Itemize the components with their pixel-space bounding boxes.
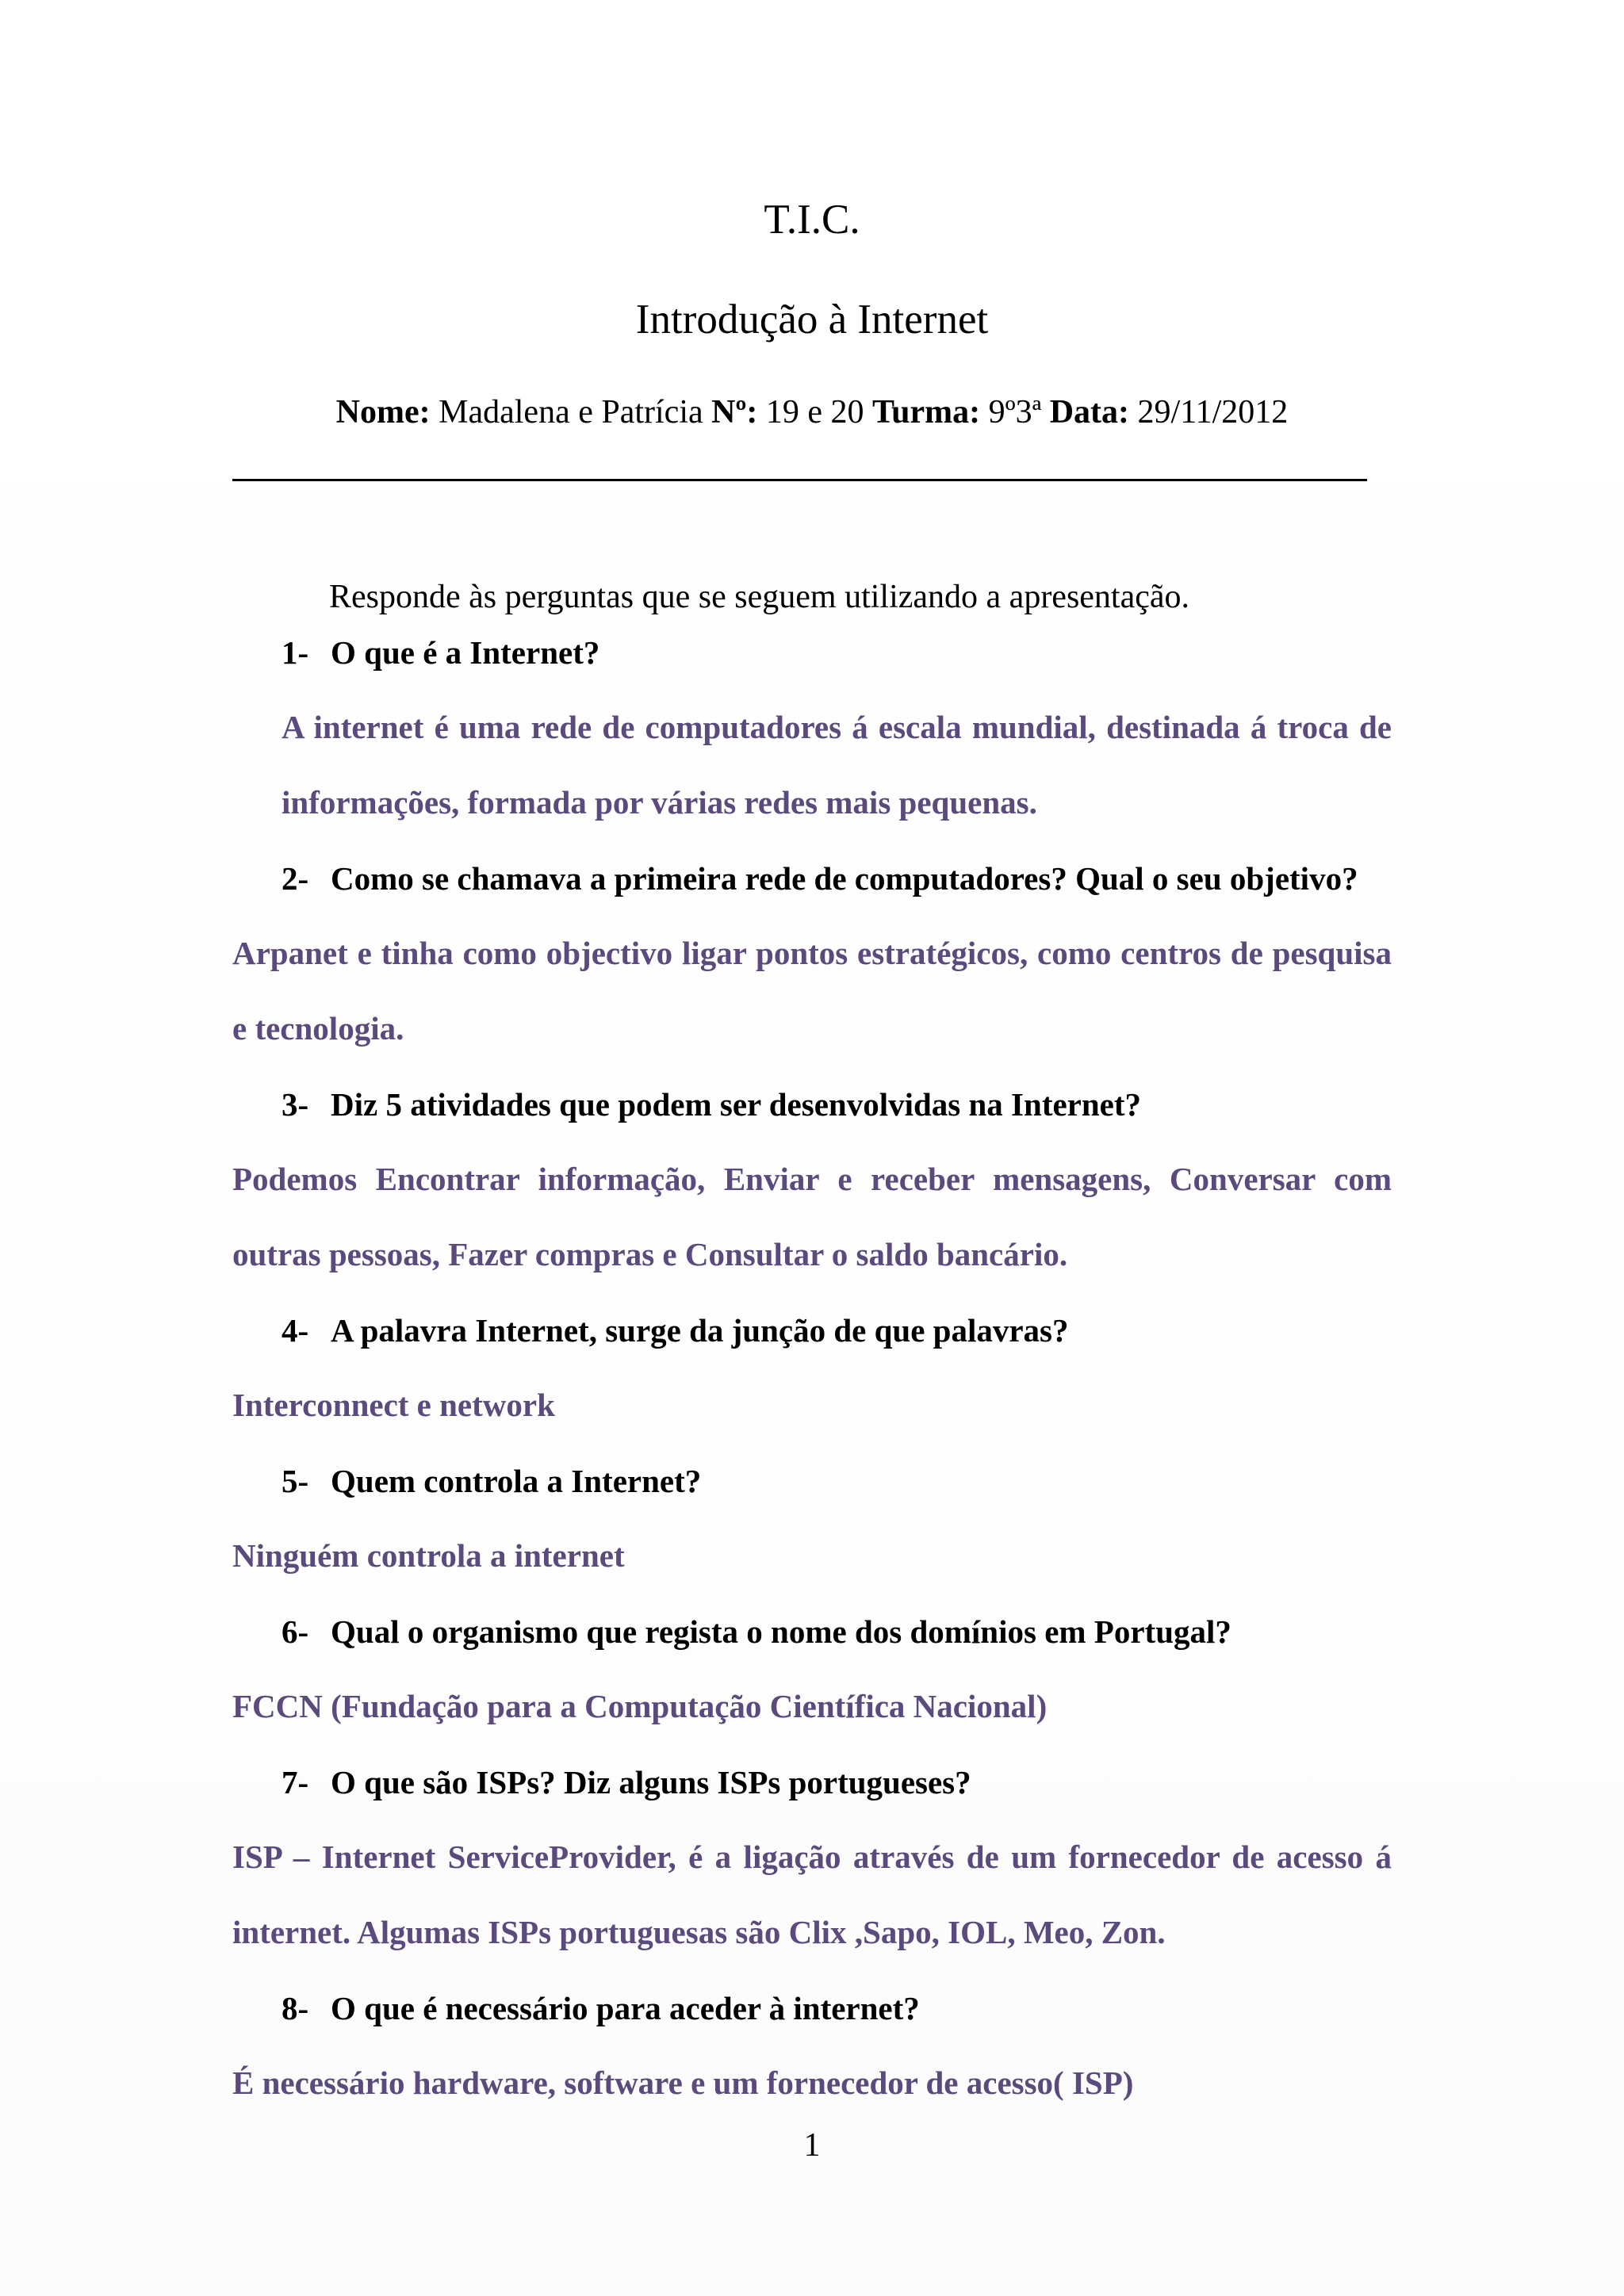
date-value: 29/11/2012 [1137,394,1289,430]
question-number: 8- [282,1990,309,2026]
question-1 [282,629,599,676]
number-label: Nº: [711,394,758,430]
answer-4: Interconnect e network [232,1387,555,1423]
answer-3: Podemos Encontrar informação, Enviar e receber mensagens, Conversar com outras pessoas, Fazer compras e Consultar o saldo bancário. [232,1161,1392,1272]
question-text: Quem controla a Internet? [331,1463,702,1499]
question-5 [282,1457,701,1505]
question-number: 1- [282,634,309,671]
question-text: Qual o organismo que regista o nome dos domínios em Portugal? [331,1613,1231,1650]
question-text: Como se chamava a primeira rede de computadores? Qual o seu objetivo? [331,860,1358,897]
question-6 [282,1608,1231,1655]
header-divider [232,479,1367,481]
class-label: Turma: [871,394,981,430]
question-text: O que é necessário para aceder à internet? [331,1990,920,2026]
page-number: 1 [803,2127,821,2164]
answer-1: A internet é uma rede de computadores á escala mundial, destinada á troca de informações, formada por várias redes mais pequenas. [282,709,1392,821]
name-value: Madalena e Patrícia [439,394,703,430]
class-value: 9º3ª [988,394,1042,430]
question-8 [282,1984,920,2032]
question-number: 6- [282,1613,309,1650]
answer-7: ISP – Internet ServiceProvider, é a ligação através de um fornecedor de acesso á internet. Algumas ISPs portuguesas são Clix ,Sapo, IOL, Meo, Zon. [232,1839,1392,1950]
question-text: O que são ISPs? Diz alguns ISPs portugueses? [331,1764,971,1800]
name-label: Nome: [335,394,431,430]
question-3 [282,1081,1141,1128]
question-4 [282,1307,1069,1354]
question-number: 3- [282,1086,309,1123]
question-number: 2- [282,860,309,897]
question-2 [282,855,1358,902]
student-info-line [0,388,1624,436]
answer-6: FCCN (Fundação para a Computação Científica Nacional) [232,1688,1048,1724]
question-number: 4- [282,1312,309,1349]
question-text: Diz 5 atividades que podem ser desenvolvidas na Internet? [331,1086,1142,1123]
answer-8: É necessário hardware, software e um fornecedor de acesso( ISP) [232,2064,1134,2101]
question-text: O que é a Internet? [331,634,600,671]
question-number: 7- [282,1764,309,1800]
question-7 [282,1758,971,1806]
question-number: 5- [282,1463,309,1499]
instructions-text: Responde às perguntas que se seguem utilizando a apresentação. [329,579,1190,615]
number-value: 19 e 20 [765,394,864,430]
answer-5: Ninguém controla a internet [232,1537,625,1574]
date-label: Data: [1049,394,1130,430]
answer-2: Arpanet e tinha como objectivo ligar pontos estratégicos, como centros de pesquisa e tecnologia. [232,935,1392,1047]
document-subtitle: Introdução à Internet [635,297,989,342]
document-title: T.I.C. [764,197,860,243]
question-text: A palavra Internet, surge da junção de que palavras? [331,1312,1069,1349]
